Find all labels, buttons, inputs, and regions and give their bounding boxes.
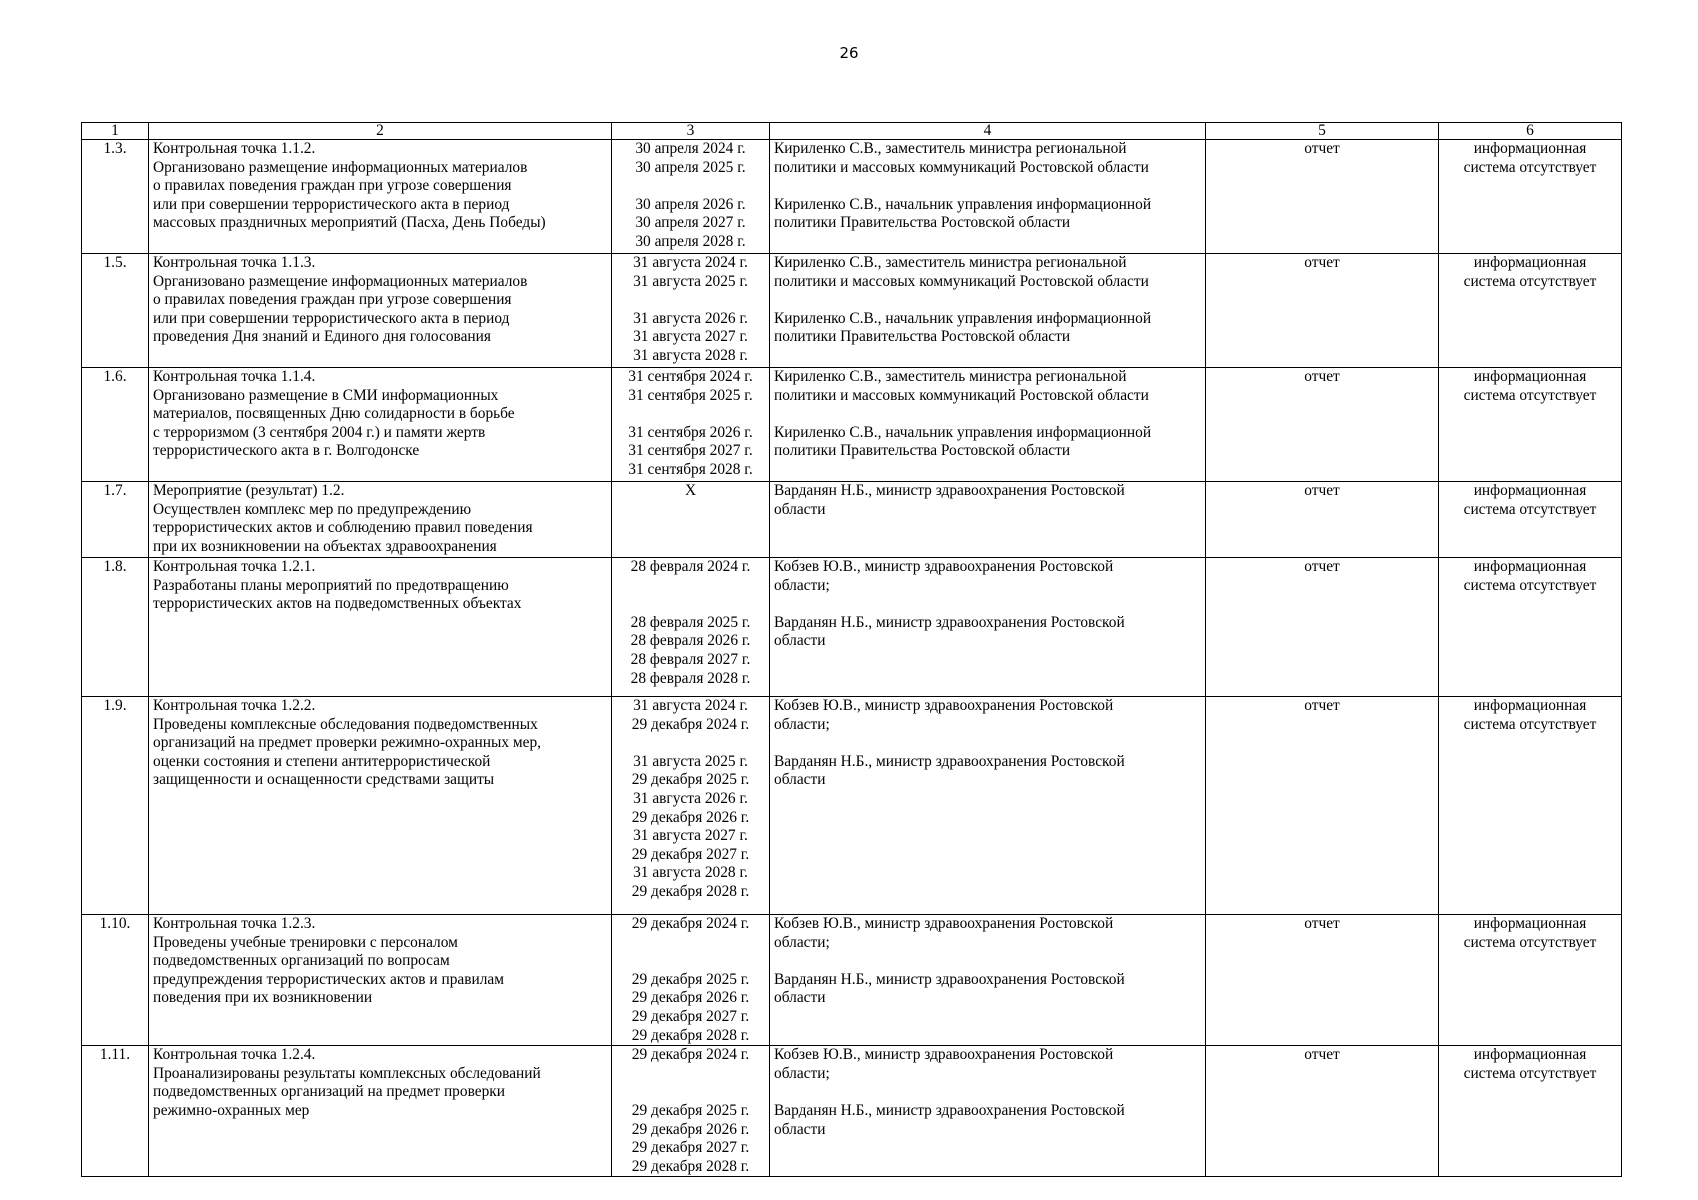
responsible-person: Кириленко С.В., заместитель министра региональной политики и массовых коммуникаций Ростовской области Кириленко С.В., начальник управления информационной политики Правительства Ростовской области [770,140,1206,254]
column-number: 6 [1439,123,1622,140]
column-number: 4 [770,123,1206,140]
deadline-dates: 28 февраля 2024 г. 28 февраля 2025 г. 28 февраля 2026 г. 28 февраля 2027 г. 28 февраля 2028 г. [612,558,770,697]
event-description: Контрольная точка 1.2.2. Проведены комплексные обследования подведомственных организаций на предмет проверки режимно-охранных мер, оценки состояния и степени антитеррористической защищенности и оснащенности средствами защиты [149,697,612,915]
deadline-dates: 29 декабря 2024 г. 29 декабря 2025 г. 29 декабря 2026 г. 29 декабря 2027 г. 29 декабря 2028 г. [612,1046,770,1177]
responsible-person: Кириленко С.В., заместитель министра региональной политики и массовых коммуникаций Ростовской области Кириленко С.В., начальник управления информационной политики Правительства Ростовской области [770,254,1206,368]
event-description: Контрольная точка 1.1.2. Организовано размещение информационных материалов о правилах поведения граждан при угрозе совершения или при совершении террористического акта в период массовых праздничных мероприятий (Пасха, День Победы) [149,140,612,254]
information-system: информационная система отсутствует [1439,697,1622,915]
information-system: информационная система отсутствует [1439,140,1622,254]
deadline-dates: X [612,482,770,558]
document-type: отчет [1206,558,1439,697]
responsible-person: Варданян Н.Б., министр здравоохранения Ростовской области [770,482,1206,558]
table-row [82,1046,1622,1177]
row-number: 1.8. [82,558,149,697]
column-number: 5 [1206,123,1439,140]
document-type: отчет [1206,697,1439,915]
event-description: Контрольная точка 1.1.4. Организовано размещение в СМИ информационных материалов, посвященных Дню солидарности в борьбе с терроризмом (3 сентября 2004 г.) и памяти жертв террористического акта в г. Волгодонске [149,368,612,482]
deadline-dates: 31 августа 2024 г. 29 декабря 2024 г. 31 августа 2025 г. 29 декабря 2025 г. 31 августа 2026 г. 29 декабря 2026 г. 31 августа 2027 г. 29 декабря 2027 г. 31 августа 2028 г. 29 декабря 2028 г. [612,697,770,915]
table-row [82,368,1622,482]
responsible-person: Кобзев Ю.В., министр здравоохранения Ростовской области; Варданян Н.Б., министр здравоохранения Ростовской области [770,697,1206,915]
responsible-person: Кобзев Ю.В., министр здравоохранения Ростовской области; Варданян Н.Б., министр здравоохранения Ростовской области [770,1046,1206,1177]
control-points-table [81,122,1622,1177]
deadline-dates: 31 августа 2024 г. 31 августа 2025 г. 31 августа 2026 г. 31 августа 2027 г. 31 августа 2028 г. [612,254,770,368]
responsible-person: Кобзев Ю.В., министр здравоохранения Ростовской области; Варданян Н.Б., министр здравоохранения Ростовской области [770,558,1206,697]
information-system: информационная система отсутствует [1439,558,1622,697]
document-type: отчет [1206,915,1439,1046]
row-number: 1.5. [82,254,149,368]
document-type: отчет [1206,1046,1439,1177]
responsible-person: Кобзев Ю.В., министр здравоохранения Ростовской области; Варданян Н.Б., министр здравоохранения Ростовской области [770,915,1206,1046]
row-number: 1.3. [82,140,149,254]
information-system: информационная система отсутствует [1439,368,1622,482]
table-row [82,140,1622,254]
document-type: отчет [1206,368,1439,482]
page-number: 26 [839,44,859,62]
column-number: 2 [149,123,612,140]
row-number: 1.6. [82,368,149,482]
table-row [82,254,1622,368]
information-system: информационная система отсутствует [1439,482,1622,558]
row-number: 1.11. [82,1046,149,1177]
row-number: 1.10. [82,915,149,1046]
row-number: 1.9. [82,697,149,915]
column-number: 1 [82,123,149,140]
event-description: Мероприятие (результат) 1.2. Осуществлен комплекс мер по предупреждению террористических актов и соблюдению правил поведения при их возникновении на объектах здравоохранения [149,482,612,558]
table-row [82,482,1622,558]
column-number: 3 [612,123,770,140]
information-system: информационная система отсутствует [1439,254,1622,368]
event-description: Контрольная точка 1.2.4. Проанализированы результаты комплексных обследований подведомственных организаций на предмет проверки режимно-охранных мер [149,1046,612,1177]
information-system: информационная система отсутствует [1439,1046,1622,1177]
document-type: отчет [1206,140,1439,254]
event-description: Контрольная точка 1.2.3. Проведены учебные тренировки с персоналом подведомственных организаций по вопросам предупреждения террористических актов и правилам поведения при их возникновении [149,915,612,1046]
deadline-dates: 31 сентября 2024 г. 31 сентября 2025 г. 31 сентября 2026 г. 31 сентября 2027 г. 31 сентября 2028 г. [612,368,770,482]
document-type: отчет [1206,254,1439,368]
event-description: Контрольная точка 1.1.3. Организовано размещение информационных материалов о правилах поведения граждан при угрозе совершения или при совершении террористического акта в период проведения Дня знаний и Единого дня голосования [149,254,612,368]
document-type: отчет [1206,482,1439,558]
responsible-person: Кириленко С.В., заместитель министра региональной политики и массовых коммуникаций Ростовской области Кириленко С.В., начальник управления информационной политики Правительства Ростовской области [770,368,1206,482]
column-number-row [82,123,1622,140]
deadline-dates: 29 декабря 2024 г. 29 декабря 2025 г. 29 декабря 2026 г. 29 декабря 2027 г. 29 декабря 2028 г. [612,915,770,1046]
event-description: Контрольная точка 1.2.1. Разработаны планы мероприятий по предотвращению террористических актов на подведомственных объектах [149,558,612,697]
information-system: информационная система отсутствует [1439,915,1622,1046]
table-row [82,915,1622,1046]
row-number: 1.7. [82,482,149,558]
deadline-dates: 30 апреля 2024 г. 30 апреля 2025 г. 30 апреля 2026 г. 30 апреля 2027 г. 30 апреля 2028 г. [612,140,770,254]
table-row [82,697,1622,915]
table-row [82,558,1622,697]
